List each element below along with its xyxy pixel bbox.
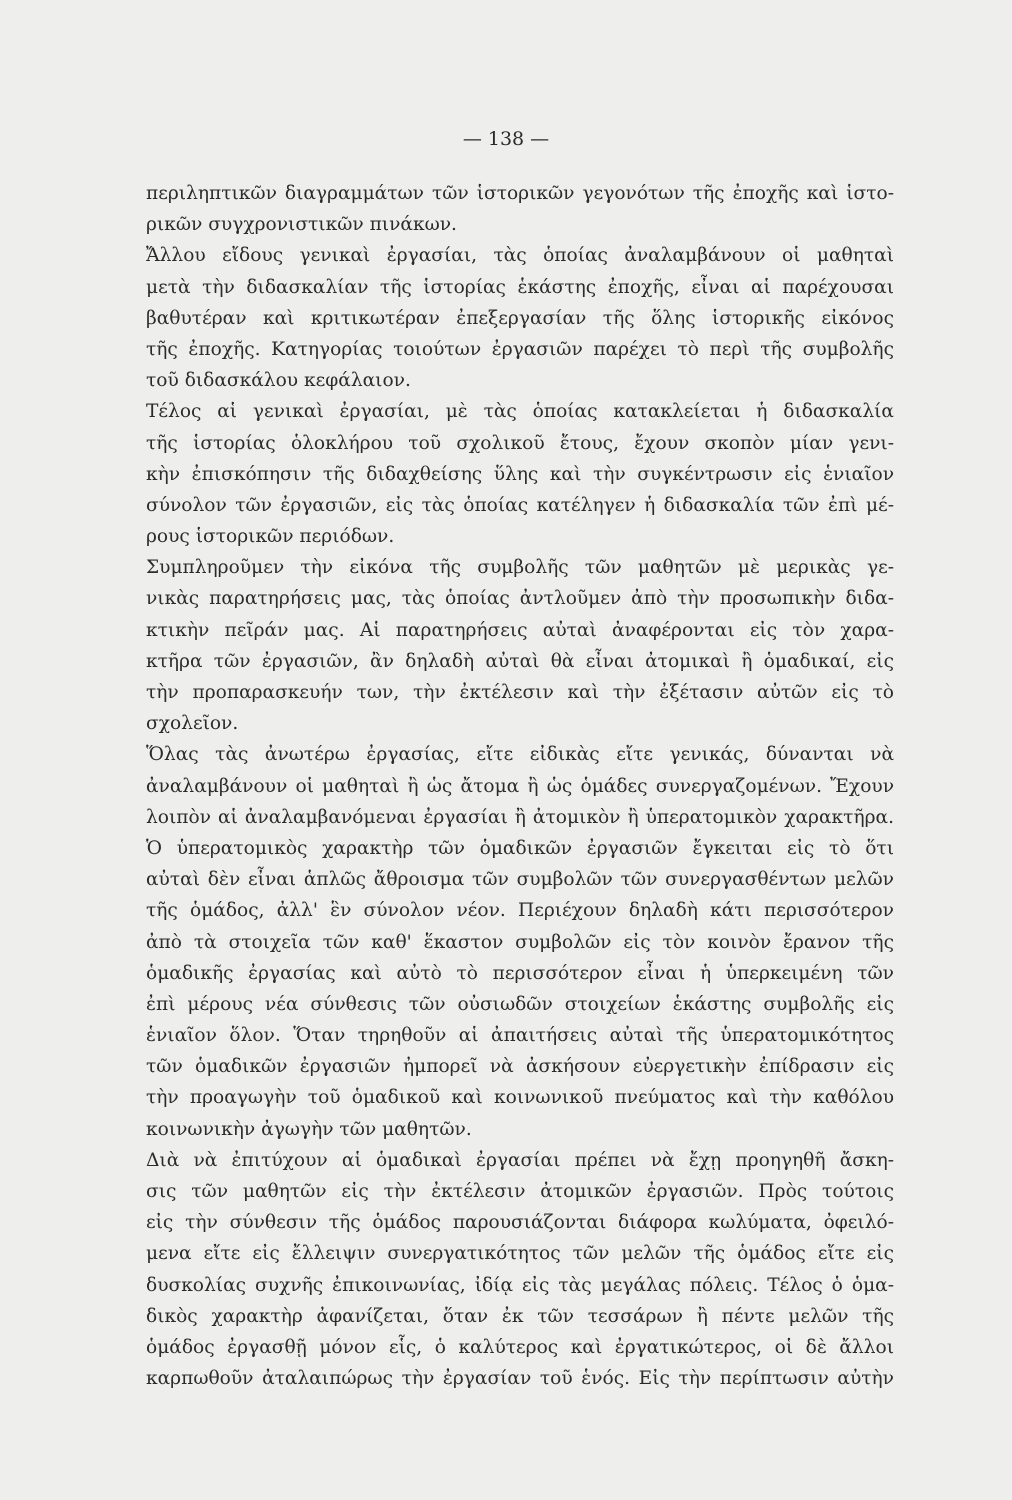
text-line: σχολεῖον. xyxy=(146,713,239,735)
text-line: ὁμαδικῆς ἐργασίας καὶ αὐτὸ τὸ περισσότερον εἶναι ἡ ὑπερκειμένη τῶν xyxy=(146,962,894,984)
text-line: ἀπὸ τὰ στοιχεῖα τῶν καθ' ἕκαστον συμβολῶν εἰς τὸν κοινὸν ἔρανον τῆς xyxy=(146,931,894,953)
text-line: τῆς ὁμάδος, ἀλλ' ἓν σύνολον νέον. Περιέχουν δηλαδὴ κάτι περισσότερον xyxy=(146,900,894,922)
text-line: τὴν προαγωγὴν τοῦ ὁμαδικοῦ καὶ κοινωνικοῦ πνεύματος καὶ τὴν καθόλου xyxy=(146,1087,894,1109)
text-line: σύνολον τῶν ἐργασιῶν, εἰς τὰς ὁποίας κατέληγεν ἡ διδασκαλία τῶν ἐπὶ μέ- xyxy=(146,494,894,516)
text-line: Διὰ νὰ ἐπιτύχουν αἱ ὁμαδικαὶ ἐργασίαι πρέπει νὰ ἔχῃ προηγηθῆ ἄσκη- xyxy=(146,1149,894,1171)
text-line: αὐταὶ δὲν εἶναι ἁπλῶς ἄθροισμα τῶν συμβολῶν τῶν συνεργασθέντων μελῶν xyxy=(146,869,894,891)
text-line: ἑνιαῖον ὅλον. Ὅταν τηρηθοῦν αἱ ἀπαιτήσεις αὐταὶ τῆς ὑπερατομικότητος xyxy=(146,1025,894,1047)
text-line: δυσκολίας συχνῆς ἐπικοινωνίας, ἰδίᾳ εἰς τὰς μεγάλας πόλεις. Τέλος ὁ ὁμα- xyxy=(146,1274,894,1296)
text-line: ρικῶν συγχρονιστικῶν πινάκων. xyxy=(146,214,457,236)
body-text xyxy=(146,178,894,1394)
text-line: Ὁ ὑπερατομικὸς χαρακτὴρ τῶν ὁμαδικῶν ἐργασιῶν ἔγκειται εἰς τὸ ὅτι xyxy=(146,837,894,859)
page-number: — 138 — xyxy=(462,128,550,150)
text-line: δικὸς χαρακτὴρ ἀφανίζεται, ὅταν ἐκ τῶν τεσσάρων ἢ πέντε μελῶν τῆς xyxy=(146,1305,894,1327)
text-line: καρπωθοῦν ἀταλαιπώρως τὴν ἐργασίαν τοῦ ἑνός. Εἰς τὴν περίπτωσιν αὐτὴν xyxy=(146,1368,894,1390)
text-line: ἀναλαμβάνουν οἱ μαθηταὶ ἢ ὡς ἄτομα ἢ ὡς ὁμάδες συνεργαζομένων. Ἔχουν xyxy=(146,775,894,797)
text-line: τοῦ διδασκάλου κεφάλαιον. xyxy=(146,370,411,392)
text-line: ρους ἱστορικῶν περιόδων. xyxy=(146,526,395,548)
text-line: Ὅλας τὰς ἀνωτέρω ἐργασίας, εἴτε εἰδικὰς εἴτε γενικάς, δύνανται νὰ xyxy=(146,744,894,766)
text-line: ὁμάδος ἐργασθῇ μόνον εἷς, ὁ καλύτερος καὶ ἐργατικώτερος, οἱ δὲ ἄλλοι xyxy=(146,1336,894,1358)
text-line: κτικὴν πεῖράν μας. Αἱ παρατηρήσεις αὐταὶ ἀναφέρονται εἰς τὸν χαρα- xyxy=(146,619,894,641)
text-line: μετὰ τὴν διδασκαλίαν τῆς ἱστορίας ἑκάστης ἐποχῆς, εἶναι αἱ παρέχουσαι xyxy=(146,276,894,298)
text-line: βαθυτέραν καὶ κριτικωτέραν ἐπεξεργασίαν τῆς ὅλης ἱστορικῆς εἰκόνος xyxy=(146,307,894,329)
text-line: τῆς ἱστορίας ὁλοκλήρου τοῦ σχολικοῦ ἔτους, ἔχουν σκοπὸν μίαν γενι- xyxy=(146,432,894,454)
text-line: τὴν προπαρασκευήν των, τὴν ἐκτέλεσιν καὶ τὴν ἐξέτασιν αὐτῶν εἰς τὸ xyxy=(146,682,894,703)
text-line: τῆς ἐποχῆς. Κατηγορίας τοιούτων ἐργασιῶν παρέχει τὸ περὶ τῆς συμβολῆς xyxy=(146,338,894,360)
text-line: Ἄλλου εἴδους γενικαὶ ἐργασίαι, τὰς ὁποίας ἀναλαμβάνουν οἱ μαθηταὶ xyxy=(146,245,894,267)
text-line: Συμπληροῦμεν τὴν εἰκόνα τῆς συμβολῆς τῶν μαθητῶν μὲ μερικὰς γε- xyxy=(146,557,894,579)
text-line: τῶν ὁμαδικῶν ἐργασιῶν ἠμπορεῖ νὰ ἀσκήσουν εὐεργετικὴν ἐπίδρασιν εἰς xyxy=(146,1056,894,1078)
text-line: νικὰς παρατηρήσεις μας, τὰς ὁποίας ἀντλοῦμεν ἀπὸ τὴν προσωπικὴν διδα- xyxy=(146,588,894,610)
text-line: λοιπὸν αἱ ἀναλαμβανόμεναι ἐργασίαι ἢ ἀτομικὸν ἢ ὑπερατομικὸν χαρακτῆρα. xyxy=(146,806,894,828)
text-line: ἐπὶ μέρους νέα σύνθεσις τῶν οὐσιωδῶν στοιχείων ἑκάστης συμβολῆς εἰς xyxy=(146,993,894,1015)
text-line: περιληπτικῶν διαγραμμάτων τῶν ἱστορικῶν γεγονότων τῆς ἐποχῆς καὶ ἱστο- xyxy=(146,183,894,204)
text-line: σις τῶν μαθητῶν εἰς τὴν ἐκτέλεσιν ἀτομικῶν ἐργασιῶν. Πρὸς τούτοις xyxy=(146,1181,894,1202)
text-line: Τέλος αἱ γενικαὶ ἐργασίαι, μὲ τὰς ὁποίας κατακλείεται ἡ διδασκαλία xyxy=(146,401,894,423)
text-line: μενα εἴτε εἰς ἔλλειψιν συνεργατικότητος τῶν μελῶν τῆς ὁμάδος εἴτε εἰς xyxy=(146,1243,894,1265)
text-line: κὴν ἐπισκόπησιν τῆς διδαχθείσης ὕλης καὶ τὴν συγκέντρωσιν εἰς ἑνιαῖον xyxy=(146,463,894,485)
text-line: εἰς τὴν σύνθεσιν τῆς ὁμάδος παρουσιάζονται διάφορα κωλύματα, ὀφειλό- xyxy=(146,1212,894,1234)
text-line: κοινωνικὴν ἀγωγὴν τῶν μαθητῶν. xyxy=(146,1118,472,1140)
text-line: κτῆρα τῶν ἐργασιῶν, ἂν δηλαδὴ αὐταὶ θὰ εἶναι ἀτομικαὶ ἢ ὁμαδικαί, εἰς xyxy=(146,650,894,672)
